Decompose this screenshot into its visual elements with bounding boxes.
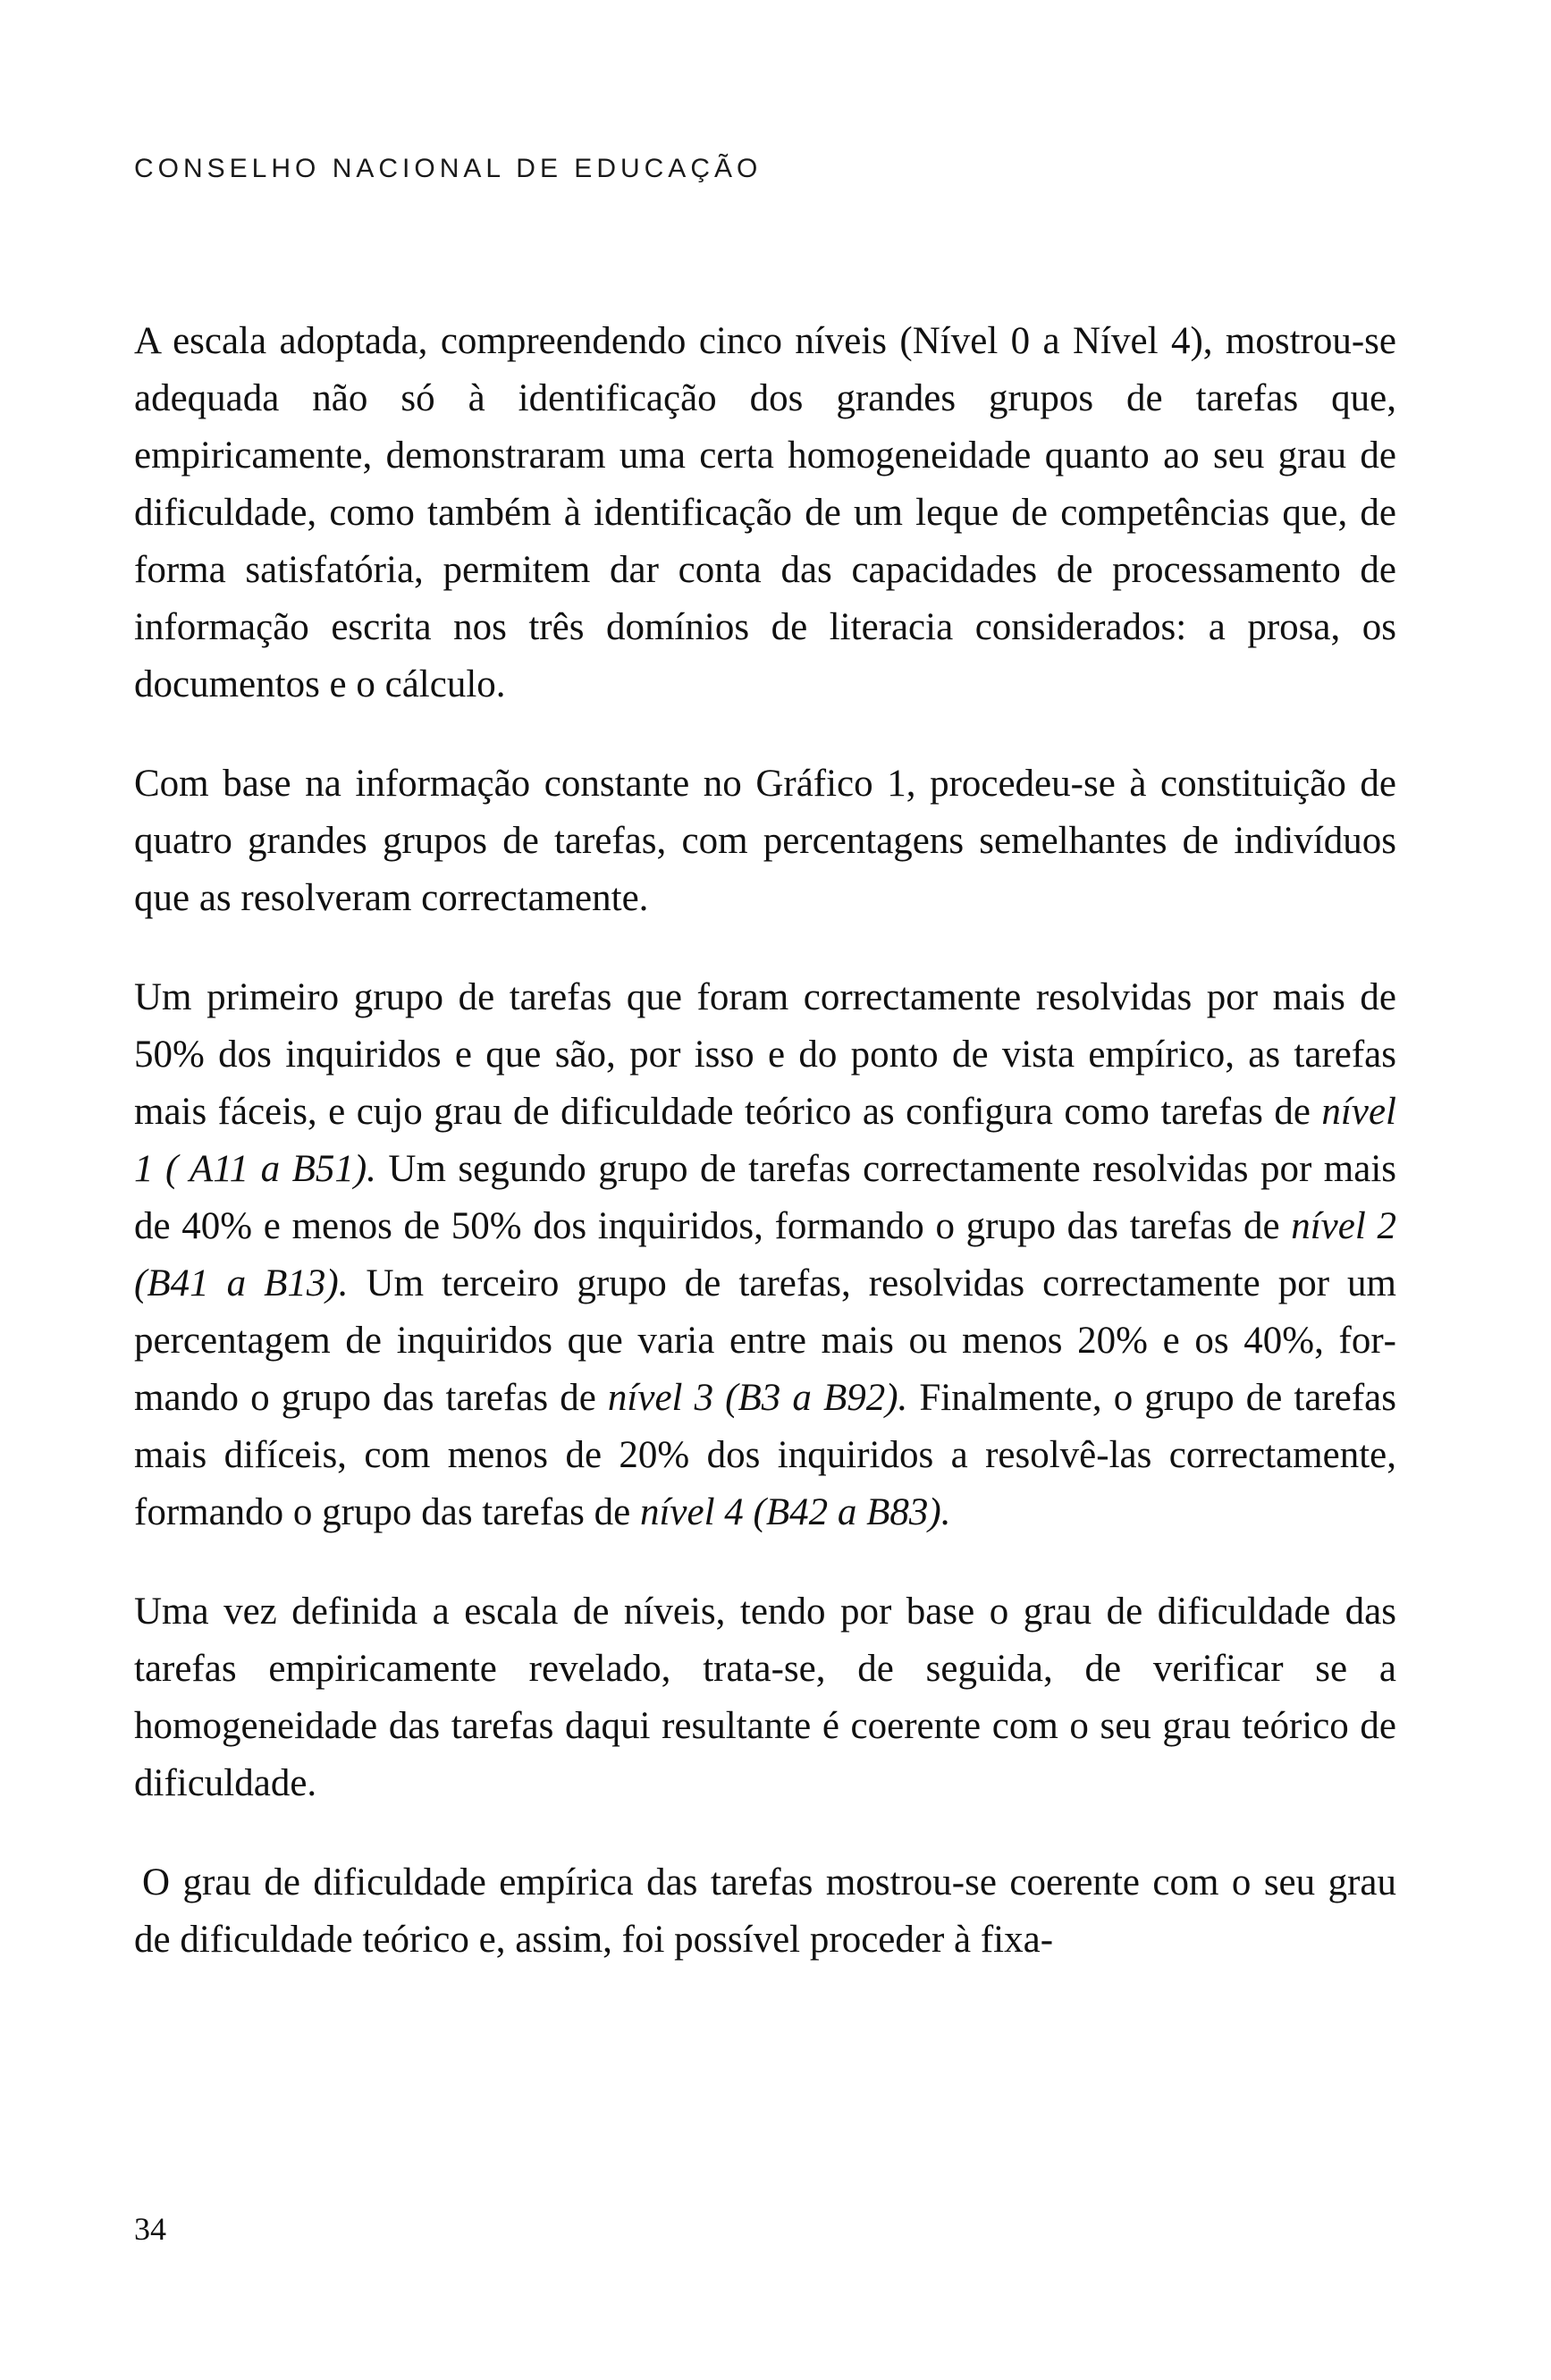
text-run: Um terceiro grupo de tarefas, resolvidas correctamente por um percentagem de inquiridos que varia entre mais ou menos 20% e os 40%, formando o grupo das tarefas de (134, 1262, 1397, 1419)
text-run: Um segundo grupo de tarefas correctamente resolvidas por mais de 40% e menos de 50% dos inquiridos, formando o grupo das tarefas de (134, 1148, 1396, 1247)
level-1-reference: nível 1 ( A11 a B51). (134, 1091, 1396, 1190)
paragraph-grouping: Com base na informação constante no Gráfico 1, procedeu-se à constituição de quatro grandes grupos de tarefas, com percentagens semelhantes de indivíduos que as resolveram correctamente. (134, 763, 1396, 919)
page-number: 34 (134, 2211, 166, 2247)
level-3-reference: nível 3 (B3 a B92). (607, 1377, 908, 1419)
level-4-reference: nível 4 (B42 a B83). (639, 1491, 951, 1533)
body-text (134, 313, 1396, 1969)
paragraph-task-levels (134, 969, 1396, 1541)
paragraph-scale: A escala adoptada, compreendendo cinco níveis (Nível 0 a Nível 4), mostrou-se adequada não só à identificação dos grandes grupos de tarefas que, empiricamente, demonstraram uma certa homogeneidade quanto ao seu grau de dificuldade, como também à identificação de um leque de competências que, de forma satisfatória, permitem dar conta das capacidades de processamento de informação escrita nos três domínios de literacia considerados: a prosa, os documentos e o cálculo. (134, 320, 1396, 705)
running-header: CONSELHO NACIONAL DE EDUCAÇÃO (134, 154, 763, 183)
text-run: Um primeiro grupo de tarefas que foram correctamente resolvidas por mais de 50% dos inquiridos e que são, por isso e do ponto de vista empírico, as tarefas mais fáceis, e cujo grau de dificuldade teórico as configura como tarefas de (134, 976, 1396, 1133)
text-run: Finalmente, o grupo de tarefas mais difíceis, com menos de 20% dos inquiridos a resolvê-las correctamente, formando o grupo das tarefas de (134, 1377, 1396, 1533)
paragraph-coherence: O grau de dificuldade empírica das tarefas mostrou-se coerente com o seu grau de dificuldade teórico e, assim, foi possível proceder à fixa- (134, 1861, 1396, 1961)
paragraph-verification: Uma vez definida a escala de níveis, tendo por base o grau de dificuldade das tarefas empiricamente revelado, trata-se, de seguida, de verificar se a homogeneidade das tarefas daqui resultante é coerente com o seu grau teórico de dificuldade. (134, 1591, 1396, 1804)
level-2-reference: nível 2 (B41 a B13). (134, 1205, 1396, 1304)
